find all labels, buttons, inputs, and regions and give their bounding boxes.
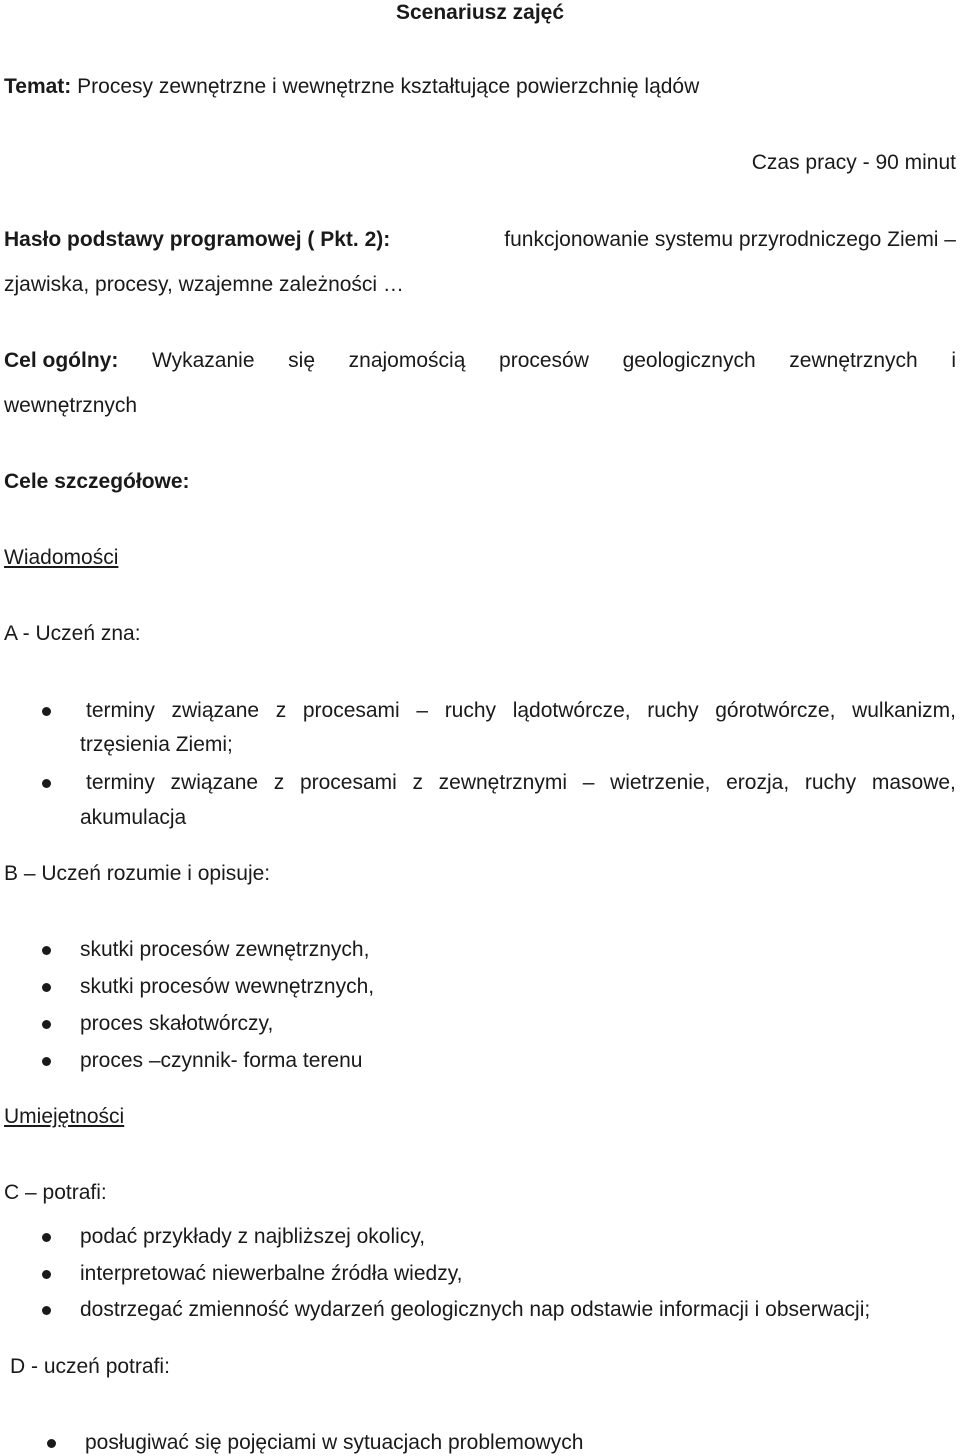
section-b-heading: B – Uczeń rozumie i opisuje: xyxy=(4,862,271,885)
list-item-word: ruchy xyxy=(647,699,699,722)
goal-word: Wykazanie xyxy=(151,349,255,372)
core-line xyxy=(4,227,956,253)
list-item-word: erozja, xyxy=(726,771,790,794)
list-item: proces –czynnik- forma terenu xyxy=(80,1049,363,1072)
section-a-heading: A - Uczeń zna: xyxy=(4,622,141,645)
topic-label: Temat: xyxy=(4,75,72,98)
list-item-word: terminy xyxy=(86,699,155,722)
list-item-word: lądotwórcze, xyxy=(512,699,631,722)
list-item: posługiwać się pojęciami w sytuacjach problemowych xyxy=(85,1431,584,1454)
list-item-word: – xyxy=(416,699,429,722)
list-item: skutki procesów zewnętrznych, xyxy=(80,938,370,961)
core-label: Hasło podstawy programowej ( Pkt. 2): xyxy=(4,228,391,251)
document-title: Scenariusz zajęć xyxy=(395,1,565,24)
list-item: proces skałotwórczy, xyxy=(80,1012,274,1035)
list-item-word: górotwórcze, xyxy=(715,699,836,722)
bullet-icon xyxy=(47,1439,56,1448)
core-text: funkcjonowanie systemu przyrodniczego Ziemi – xyxy=(504,228,956,251)
list-item: interpretować niewerbalne źródła wiedzy, xyxy=(80,1262,463,1285)
goal-line xyxy=(4,348,956,374)
list-item: dostrzegać zmienność wydarzeń geologicznych nap odstawie informacji i obserwacji; xyxy=(80,1298,871,1321)
bullet-icon xyxy=(42,1270,51,1279)
core-text-cont: zjawiska, procesy, wzajemne zależności … xyxy=(4,273,404,296)
list-item: skutki procesów wewnętrznych, xyxy=(80,975,375,998)
bullet-icon xyxy=(42,1233,51,1242)
list-item-word: terminy xyxy=(86,771,155,794)
list-item-word: wietrzenie, xyxy=(610,771,711,794)
list-item-word: wulkanizm, xyxy=(852,699,956,722)
list-item-word: ruchy xyxy=(804,771,857,794)
list-item-word: z xyxy=(273,771,285,794)
list-item-cont: trzęsienia Ziemi; xyxy=(80,733,233,756)
list-item-word: procesami xyxy=(302,699,400,722)
goal-word: znajomością xyxy=(348,349,466,372)
list-item-word: związane xyxy=(171,699,260,722)
list-item-word: procesami xyxy=(299,771,397,794)
bullet-icon xyxy=(42,707,51,716)
bullet-icon xyxy=(42,779,51,788)
bullet-icon xyxy=(42,1306,51,1315)
list-item xyxy=(86,770,956,796)
bullet-icon xyxy=(42,1057,51,1066)
list-item-word: z xyxy=(412,771,423,794)
section-c-heading: C – potrafi: xyxy=(4,1181,107,1204)
goal-word: i xyxy=(951,349,956,372)
goal-word: geologicznych xyxy=(622,349,756,372)
list-item-cont: akumulacja xyxy=(80,806,187,829)
topic-text: Procesy zewnętrzne i wewnętrzne kształtujące powierzchnię lądów xyxy=(77,75,700,98)
goal-word: procesów xyxy=(499,349,589,372)
goal-text-cont: wewnętrznych xyxy=(4,394,138,417)
list-item-word: ruchy xyxy=(444,699,497,722)
list-item-word: z xyxy=(275,699,287,722)
list-item-word: masowe, xyxy=(871,771,956,794)
bullet-icon xyxy=(42,946,51,955)
time-line: Czas pracy - 90 minut xyxy=(751,151,956,174)
list-item xyxy=(86,698,956,724)
list-item-word: zewnętrznymi xyxy=(438,771,568,794)
goal-word: się xyxy=(288,349,316,372)
goal-label: Cel ogólny: xyxy=(4,349,119,372)
detailed-goals-heading: Cele szczegółowe: xyxy=(4,470,190,493)
list-item: podać przykłady z najbliższej okolicy, xyxy=(80,1225,426,1248)
bullet-icon xyxy=(42,1020,51,1029)
skills-heading: Umiejętności xyxy=(4,1105,125,1128)
bullet-icon xyxy=(42,983,51,992)
goal-word: zewnętrznych xyxy=(789,349,918,372)
list-item-word: związane xyxy=(170,771,259,794)
knowledge-heading: Wiadomości xyxy=(4,546,119,569)
section-d-heading: D - uczeń potrafi: xyxy=(10,1355,170,1378)
topic-line xyxy=(4,74,699,100)
list-item-word: – xyxy=(582,771,595,794)
